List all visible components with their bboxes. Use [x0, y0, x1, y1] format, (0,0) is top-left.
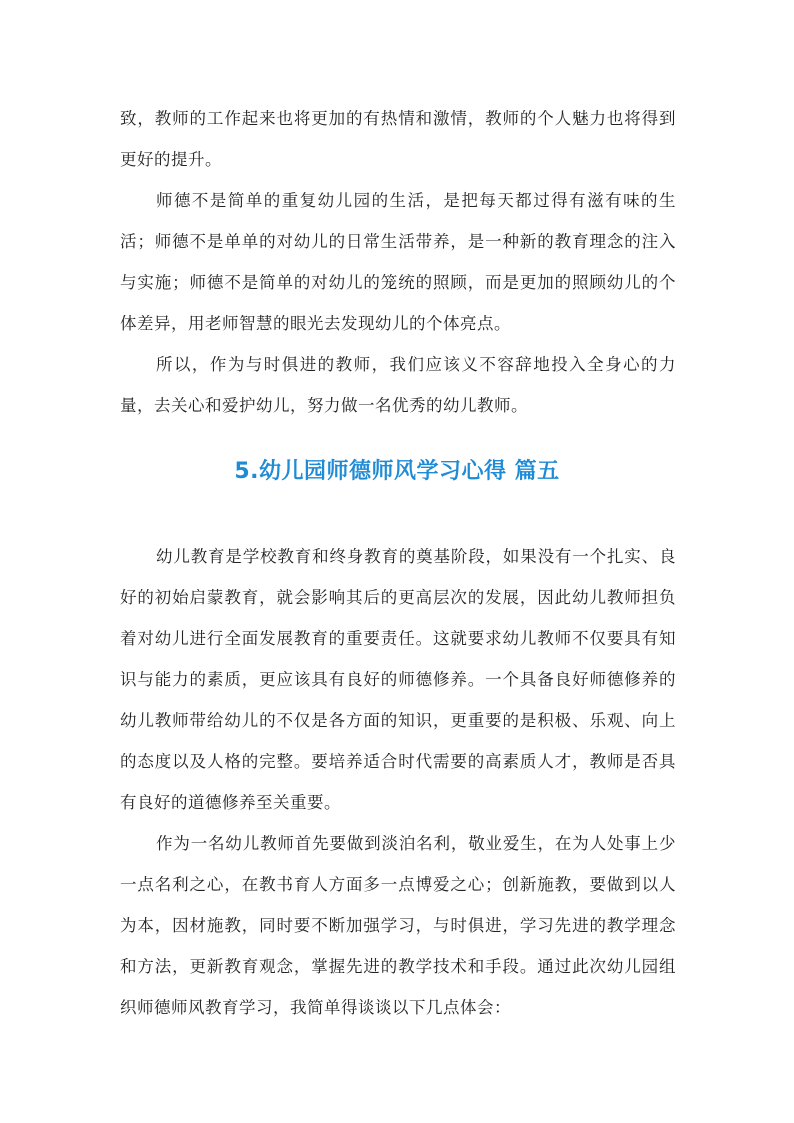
paragraph-continuation: 致，教师的工作起来也将更加的有热情和激情，教师的个人魅力也将得到更好的提升。 [120, 109, 676, 169]
paragraph-early-education: 幼儿教育是学校教育和终身教育的奠基阶段，如果没有一个扎实、良好的初始启蒙教育，就会影响其后的更高层次的发展，因此幼儿教师担负着对幼儿进行全面发展教育的重要责任。这就要求幼儿教师不仅要具有知识与能力的素质，更应该具有良好的师德修养。一个具备良好师德修养的幼儿教师带给幼儿的不仅是各方面的知识，更重要的是积极、乐观、向上的态度以及人格的完整。要培养适合时代需要的高素质人才，教师是否具有良好的道德修养至关重要。 [120, 547, 676, 812]
paragraph-teacher-duty: 作为一名幼儿教师首先要做到淡泊名利，敬业爱生，在为人处事上少一点名利之心，在教书育人方面多一点博爱之心；创新施教，要做到以人为本，因材施教，同时要不断加强学习，与时俱进，学习先进的教学理念和方法，更新教育观念，掌握先进的教学技术和手段。通过此次幼儿园组织师德师风教育学习，我简单得谈谈以下几点体会： [120, 834, 676, 1017]
section-heading: 5.幼儿园师德师风学习心得 篇五 [234, 459, 560, 484]
paragraph-conclusion: 所以，作为与时俱进的教师，我们应该义不容辞地投入全身心的力量，去关心和爱护幼儿，努力做一名优秀的幼儿教师。 [120, 355, 676, 415]
paragraph-teacher-ethics: 师德不是简单的重复幼儿园的生活，是把每天都过得有滋有味的生活；师德不是单单的对幼儿的日常生活带养，是一种新的教育理念的注入与实施；师德不是简单的对幼儿的笼统的照顾，而是更加的照顾幼儿的个体差异，用老师智慧的眼光去发现幼儿的个体亮点。 [120, 191, 676, 333]
